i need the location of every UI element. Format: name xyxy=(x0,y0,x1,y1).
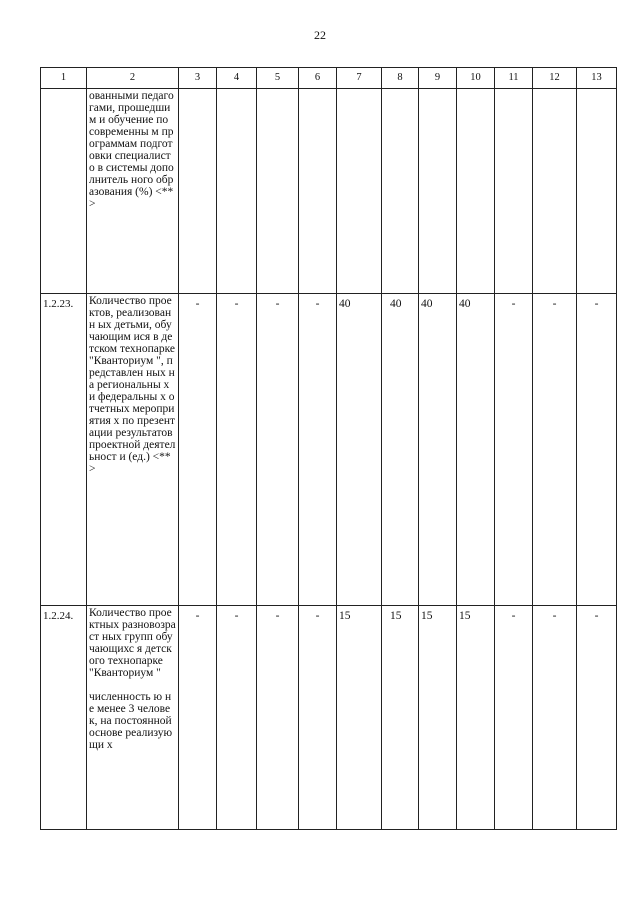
indicator-name-part: Количество проектных разновозраст ных групп обучающихс я детского технопарке "Кванториум " xyxy=(89,607,176,679)
indicator-name: ованными педагогами, прошедшим и обучение по современны м программам подготовки специалисто в системы дополнитель ного образования (%) <**> xyxy=(87,89,179,294)
row-number: 1.2.23. xyxy=(41,294,87,606)
indicator-name: Количество проектов, реализованн ых детьми, обучающим ися в детском технопарке "Кванториум ", представлен ных на региональны х и федеральны х отчетных мероприятия х по презентации результатов проектной деятельност и (ед.) <**> xyxy=(87,294,179,606)
row-number xyxy=(41,89,87,294)
value-cell xyxy=(257,89,299,294)
col-header: 1 xyxy=(41,68,87,89)
col-header: 8 xyxy=(382,68,419,89)
value-cell: 15 xyxy=(419,606,457,830)
value-cell xyxy=(419,89,457,294)
value-cell: 15 xyxy=(382,606,419,830)
value-cell: - xyxy=(257,606,299,830)
col-header: 13 xyxy=(577,68,617,89)
value-cell: - xyxy=(179,606,217,830)
col-header: 12 xyxy=(533,68,577,89)
value-cell: 40 xyxy=(337,294,382,606)
value-cell: - xyxy=(577,294,617,606)
value-cell: - xyxy=(179,294,217,606)
value-cell xyxy=(217,89,257,294)
value-cell: 40 xyxy=(382,294,419,606)
value-cell xyxy=(382,89,419,294)
value-cell: - xyxy=(577,606,617,830)
value-cell: - xyxy=(257,294,299,606)
page-number: 22 xyxy=(314,28,326,42)
value-cell: - xyxy=(533,294,577,606)
value-cell xyxy=(577,89,617,294)
value-cell: 15 xyxy=(337,606,382,830)
value-cell xyxy=(457,89,495,294)
table-row xyxy=(41,606,617,830)
indicators-table xyxy=(40,67,617,830)
value-cell: - xyxy=(299,294,337,606)
value-cell: - xyxy=(495,294,533,606)
value-cell: - xyxy=(217,606,257,830)
col-header: 5 xyxy=(257,68,299,89)
col-header: 3 xyxy=(179,68,217,89)
value-cell xyxy=(299,89,337,294)
row-number: 1.2.24. xyxy=(41,606,87,830)
col-header: 11 xyxy=(495,68,533,89)
value-cell xyxy=(179,89,217,294)
table-header-row xyxy=(41,68,617,89)
col-header: 2 xyxy=(87,68,179,89)
col-header: 10 xyxy=(457,68,495,89)
value-cell: - xyxy=(217,294,257,606)
value-cell: 40 xyxy=(419,294,457,606)
col-header: 4 xyxy=(217,68,257,89)
indicator-name-part: численность ю не менее 3 человек, на постоянной основе реализующи х xyxy=(89,691,173,751)
table-row xyxy=(41,294,617,606)
value-cell: - xyxy=(495,606,533,830)
table-row xyxy=(41,89,617,294)
col-header: 9 xyxy=(419,68,457,89)
value-cell: - xyxy=(299,606,337,830)
value-cell xyxy=(533,89,577,294)
col-header: 6 xyxy=(299,68,337,89)
value-cell xyxy=(337,89,382,294)
indicator-name xyxy=(87,606,179,830)
col-header: 7 xyxy=(337,68,382,89)
value-cell: 15 xyxy=(457,606,495,830)
value-cell xyxy=(495,89,533,294)
value-cell: - xyxy=(533,606,577,830)
value-cell: 40 xyxy=(457,294,495,606)
